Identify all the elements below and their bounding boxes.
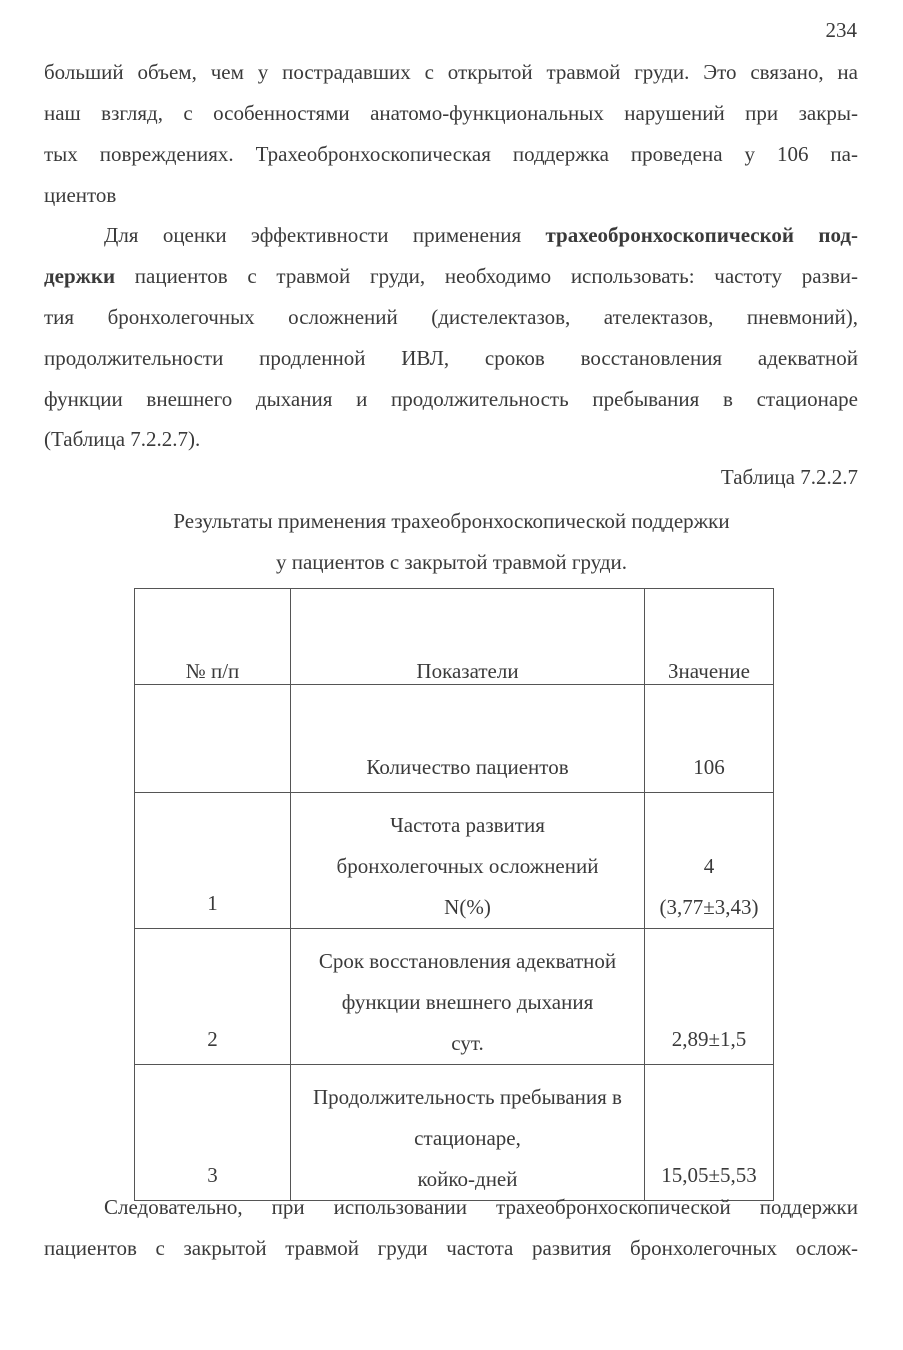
value-line: (3,77±3,43)	[659, 895, 759, 919]
bold-term: трахеобронхоскопической под-	[545, 223, 858, 247]
table-header-row	[135, 589, 774, 685]
table-title-line: у пациентов с закрытой травмой груди.	[275, 550, 628, 574]
indicator-line: Частота развития	[390, 813, 545, 837]
results-table	[134, 588, 774, 1201]
indicator-line: бронхолегочных осложнений	[336, 854, 599, 878]
row-value: 15,05±5,53	[645, 1065, 774, 1201]
row-num: 2	[135, 929, 291, 1065]
table-title-line: Результаты применения трахеобронхоскопической поддержки	[173, 509, 730, 533]
row-num: 1	[135, 793, 291, 929]
row-num: 3	[135, 1065, 291, 1201]
text-span: пациентов с травмой груди, необходимо использовать: частоту разви-	[115, 264, 858, 288]
indicator-line: N(%)	[444, 895, 491, 919]
row-indicator	[291, 793, 645, 929]
indicator-line: функции внешнего дыхания	[341, 990, 594, 1014]
table-row	[135, 1065, 774, 1201]
text-line: больший объем, чем у пострадавших с открытой травмой груди. Это связано, на	[44, 60, 858, 84]
row-value	[645, 793, 774, 929]
header-num: № п/п	[135, 589, 291, 685]
indicator-line: стационаре,	[414, 1126, 521, 1150]
row-indicator	[291, 929, 645, 1065]
indicator-line: Продолжительность пребывания в	[313, 1085, 622, 1109]
table-row	[135, 793, 774, 929]
text-line: наш взгляд, с особенностями анатомо-функциональных нарушений при закры-	[44, 101, 858, 125]
text-line	[104, 223, 858, 248]
text-line: пациентов с закрытой травмой груди частота развития бронхолегочных ослож-	[44, 1236, 858, 1260]
text-line: тия бронхолегочных осложнений (дистелектазов, ателектазов, пневмоний),	[44, 305, 858, 329]
table-label: Таблица 7.2.2.7	[720, 465, 858, 489]
text-line: циентов	[44, 183, 117, 207]
value-line: 4	[703, 854, 715, 878]
row-value: 2,89±1,5	[645, 929, 774, 1065]
bold-term: держки	[44, 264, 116, 288]
indicator-line: Срок восстановления адекватной	[318, 949, 617, 973]
header-indicator: Показатели	[291, 589, 645, 685]
row-value: 106	[645, 685, 774, 793]
text-line: (Таблица 7.2.2.7).	[44, 427, 201, 451]
text-line: Следовательно, при использовании трахеобронхоскопической поддержки	[104, 1195, 858, 1219]
header-value: Значение	[645, 589, 774, 685]
text-line: тых повреждениях. Трахеобронхоскопическая поддержка проведена у 106 па-	[44, 142, 858, 166]
row-indicator: Количество пациентов	[291, 685, 645, 793]
table-row	[135, 929, 774, 1065]
text-line: продолжительности продленной ИВЛ, сроков восстановления адекватной	[44, 346, 858, 370]
page-number: 234	[825, 18, 857, 42]
text-span: Для оценки эффективности применения	[104, 223, 546, 247]
text-line	[44, 264, 858, 289]
table-row	[135, 685, 774, 793]
row-indicator	[291, 1065, 645, 1201]
indicator-line: койко-дней	[417, 1167, 518, 1191]
text-line: функции внешнего дыхания и продолжительность пребывания в стационаре	[44, 387, 858, 411]
indicator-line: сут.	[451, 1031, 484, 1055]
row-num	[135, 685, 291, 793]
